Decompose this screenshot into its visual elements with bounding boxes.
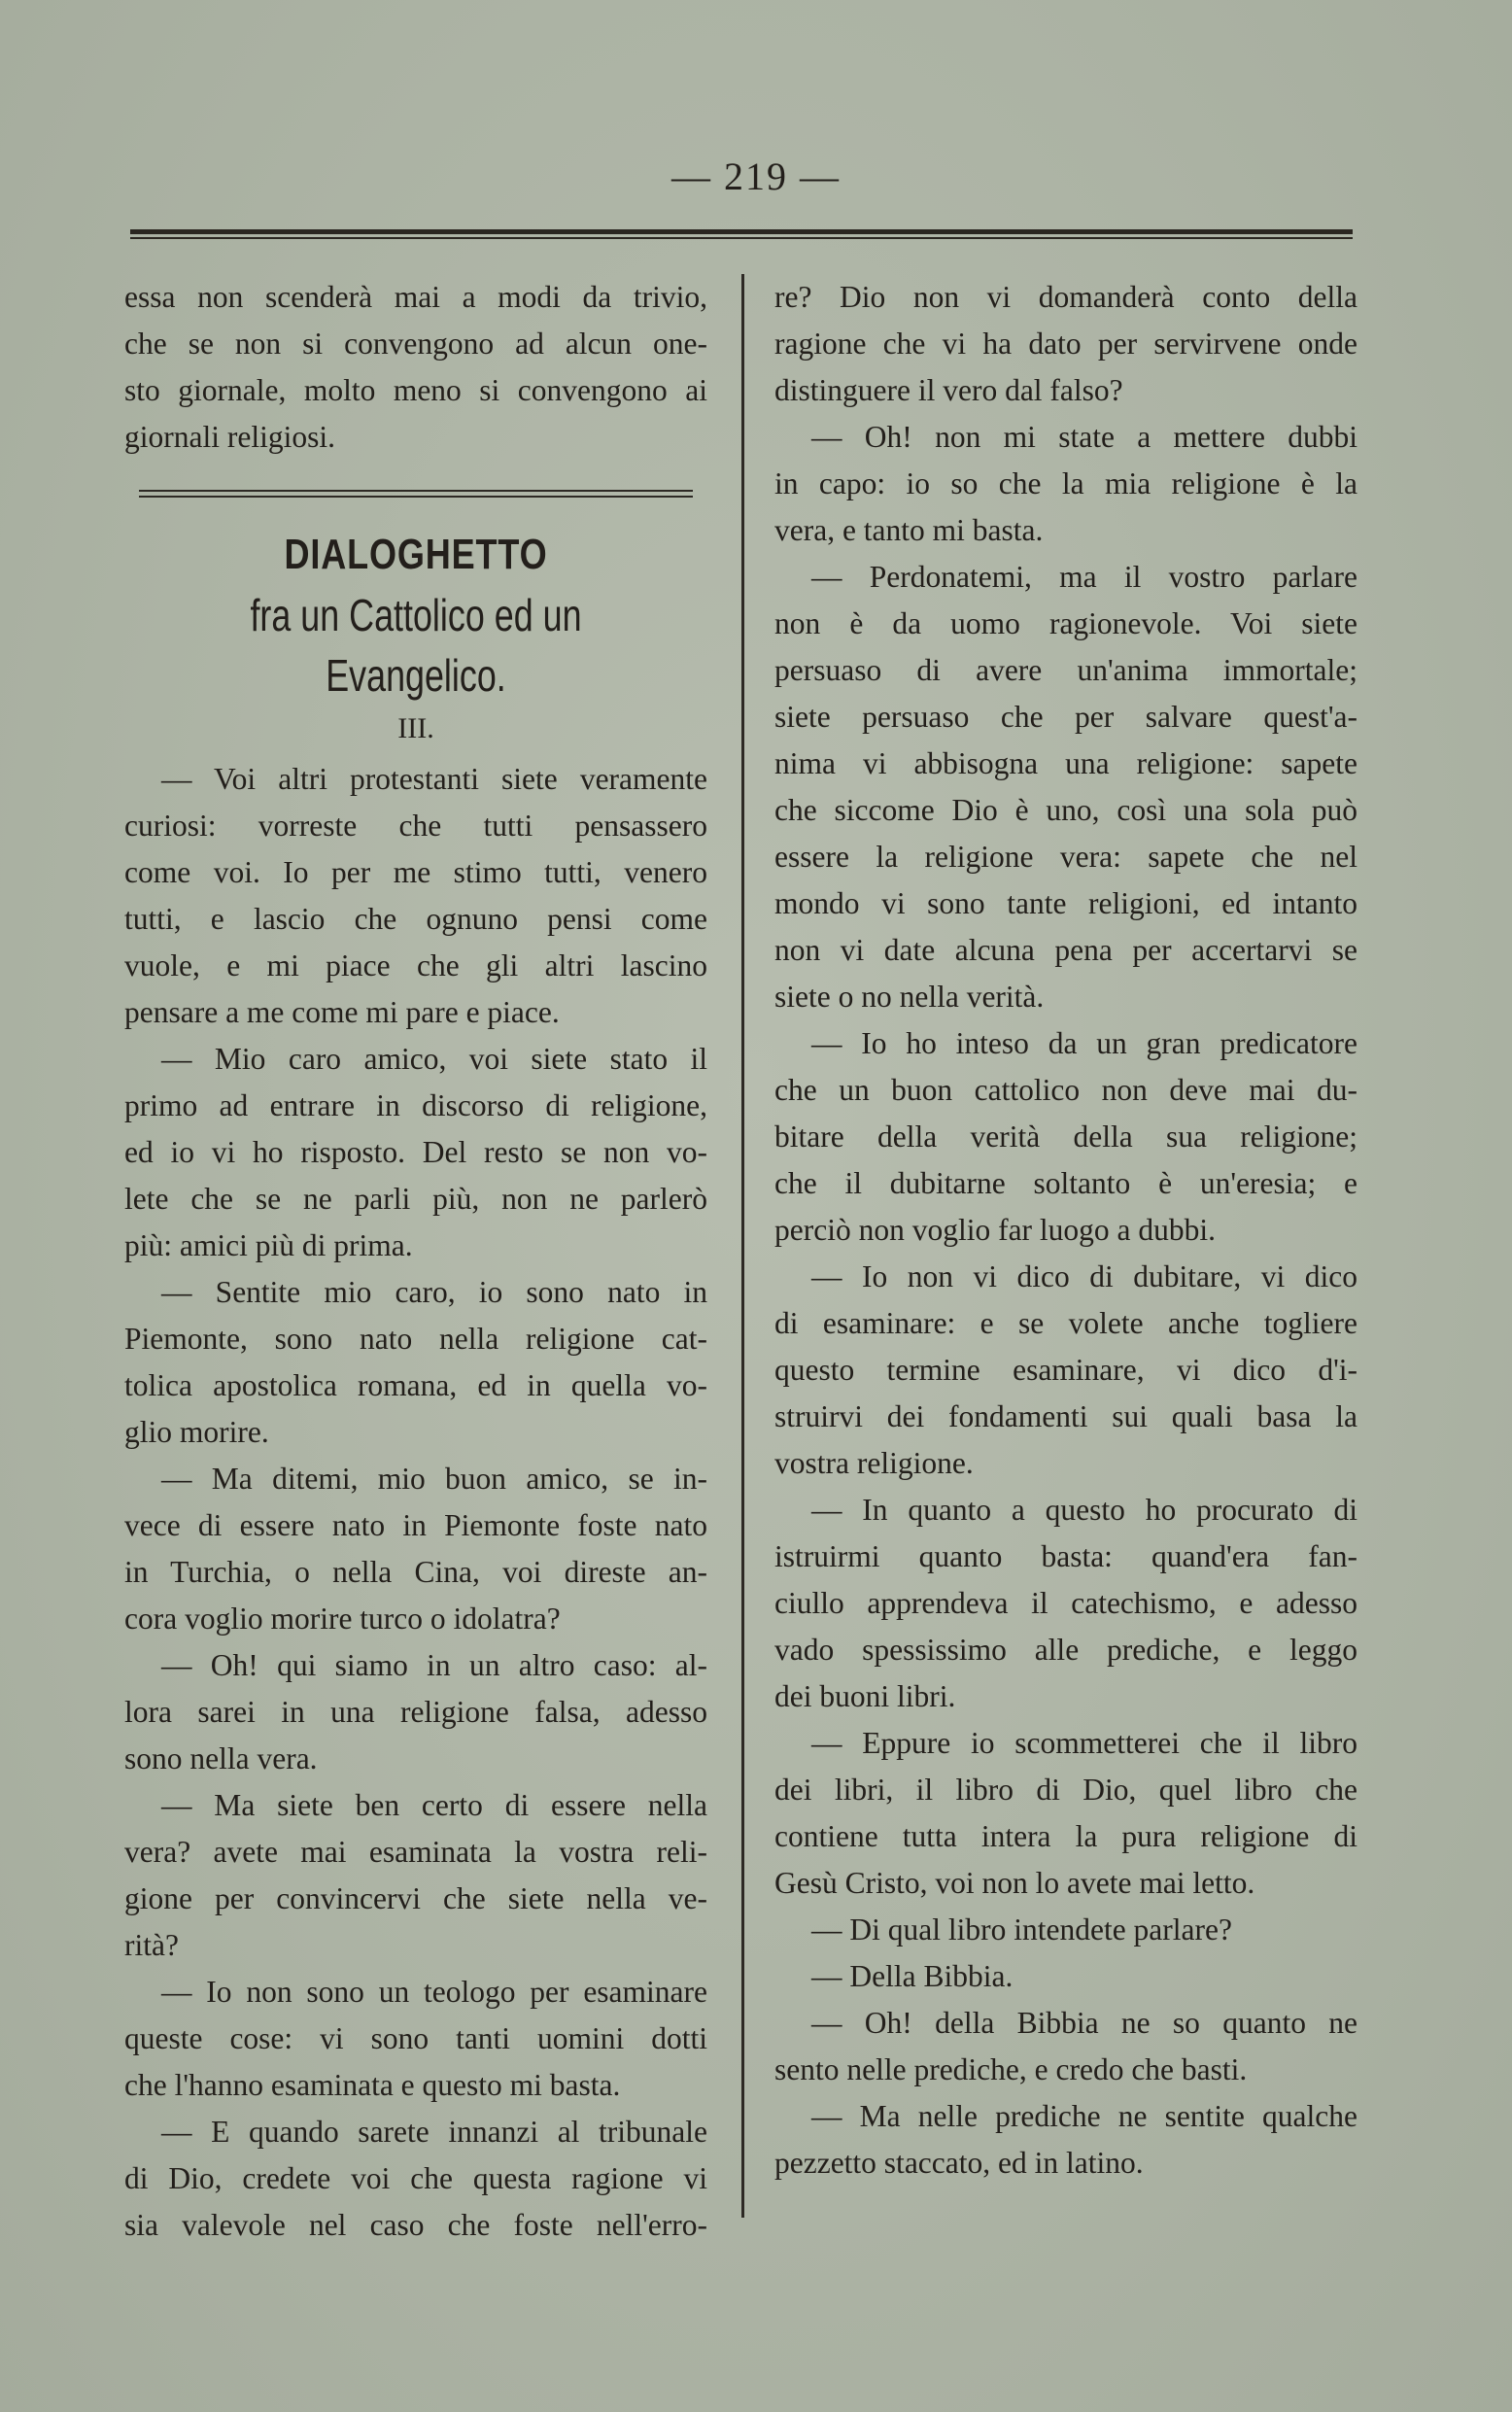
text-line: pensare a me come mi pare e piace. [124, 995, 560, 1029]
text-line: di esaminare: e se volete anche togliere [774, 1306, 1357, 1340]
text-line: essa non scenderà mai a modi da trivio, [124, 280, 707, 314]
text-line: pezzetto staccato, ed in latino. [774, 2146, 1144, 2180]
text-line: sento nelle prediche, e credo che basti. [774, 2052, 1248, 2086]
left-column [124, 274, 707, 2249]
text-line: che siccome Dio è uno, così una sola può [774, 793, 1357, 827]
text-line: nima vi abbisogna una religione: sapete [774, 746, 1357, 780]
text-line: — Mio caro amico, voi siete stato il [161, 1042, 707, 1076]
text-line: re? Dio non vi domanderà conto della [774, 280, 1357, 314]
text-line: — Io non sono un teologo per esaminare [161, 1975, 707, 2009]
text-line: — Io ho inteso da un gran predicatore [811, 1026, 1357, 1060]
column-divider [741, 274, 744, 2218]
text-line: queste cose: vi sono tanti uomini dotti [124, 2021, 707, 2055]
text-line: persuaso di avere un'anima immortale; [774, 653, 1357, 687]
text-line: che se non si convengono ad alcun one- [124, 327, 707, 361]
text-line: giornali religiosi. [124, 420, 335, 454]
text-line: — Sentite mio caro, io sono nato in [161, 1275, 707, 1309]
text-line: vera? avete mai esaminata la vostra reli- [124, 1835, 707, 1869]
text-line: lora sarei in una religione falsa, adesso [124, 1695, 707, 1729]
text-line: rità? [124, 1928, 179, 1962]
header-double-rule [130, 229, 1353, 239]
text-line: più: amici più di prima. [124, 1228, 413, 1262]
text-line: in Turchia, o nella Cina, voi direste an- [124, 1555, 707, 1589]
text-line: vera, e tanto mi basta. [774, 513, 1044, 547]
text-line: — Perdonatemi, ma il vostro parlare [811, 560, 1357, 594]
text-line: che un buon cattolico non deve mai du- [774, 1073, 1357, 1107]
article-subtitle: fra un Cattolico ed un Evangelico. [250, 590, 582, 701]
text-line: — Eppure io scommetterei che il libro [811, 1726, 1357, 1760]
text-line: ragione che vi ha dato per servirvene onde [774, 327, 1357, 361]
text-line: vado spessissimo alle prediche, e leggo [774, 1633, 1357, 1667]
text-line: sono nella vera. [124, 1741, 318, 1775]
text-line: gione per convincervi che siete nella ve- [124, 1881, 707, 1915]
text-line: dei libri, il libro di Dio, quel libro che [774, 1773, 1357, 1807]
text-line: cora voglio morire turco o idolatra? [124, 1602, 561, 1636]
text-line: perciò non voglio far luogo a dubbi. [774, 1213, 1217, 1247]
text-line: — Della Bibbia. [811, 1959, 1014, 1993]
text-line: tutti, e lascio che ognuno pensi come [124, 902, 707, 936]
text-line: — Ma ditemi, mio buon amico, se in- [161, 1462, 707, 1496]
article-part-number: III. [397, 712, 434, 744]
text-line: primo ad entrare in discorso di religione, [124, 1088, 707, 1122]
text-line: vostra religione. [774, 1446, 974, 1480]
text-line: — E quando sarete innanzi al tribunale [161, 2115, 707, 2149]
text-line: contiene tutta intera la pura religione di [774, 1819, 1357, 1853]
text-line: Piemonte, sono nato nella religione cat- [124, 1322, 707, 1356]
text-line: vece di essere nato in Piemonte foste nato [124, 1508, 707, 1542]
text-line: non vi date alcuna pena per accertarvi se [774, 933, 1357, 967]
text-line: di Dio, credete voi che questa ragione vi [124, 2161, 707, 2195]
intro-paragraph [124, 274, 707, 461]
text-line: siete o no nella verità. [774, 980, 1045, 1014]
text-line: ciullo apprendeva il catechismo, e adesso [774, 1586, 1357, 1620]
text-line: vuole, e mi piace che gli altri lascino [124, 948, 707, 982]
text-line: — Oh! non mi state a mettere dubbi [811, 420, 1357, 454]
text-line: struirvi dei fondamenti sui quali basa la [774, 1399, 1357, 1433]
text-line: Gesù Cristo, voi non lo avete mai letto. [774, 1866, 1255, 1900]
text-line: curiosi: vorreste che tutti pensassero [124, 809, 707, 843]
text-line: tolica apostolica romana, ed in quella vo- [124, 1368, 707, 1402]
text-line: mondo vi sono tante religioni, ed intanto [774, 886, 1357, 920]
text-line: — Ma siete ben certo di essere nella [161, 1788, 707, 1822]
text-line: essere la religione vera: sapete che nel [774, 840, 1357, 874]
text-line: distinguere il vero dal falso? [774, 373, 1123, 407]
text-line: — Oh! della Bibbia ne so quanto ne [811, 2006, 1357, 2040]
section-separator [139, 490, 693, 498]
text-line: in capo: io so che la mia religione è la [774, 466, 1357, 500]
text-line: istruirmi quanto basta: quand'era fan- [774, 1539, 1357, 1573]
text-line: sto giornale, molto meno si convengono ai [124, 373, 707, 407]
right-column [774, 274, 1357, 2187]
text-line: sia valevole nel caso che foste nell'erro- [124, 2208, 707, 2242]
page-number: — 219 — [671, 155, 841, 198]
article-title: DIALOGHETTO [284, 531, 548, 578]
text-line: come voi. Io per me stimo tutti, venero [124, 855, 707, 889]
text-line: che l'hanno esaminata e questo mi basta. [124, 2068, 621, 2102]
text-line: siete persuaso che per salvare quest'a- [774, 700, 1357, 734]
text-line: che il dubitarne soltanto è un'eresia; e [774, 1166, 1357, 1200]
text-line: — Io non vi dico di dubitare, vi dico [811, 1259, 1357, 1293]
text-line: ed io vi ho risposto. Del resto se non vo- [124, 1135, 707, 1169]
text-line: — Oh! qui siamo in un altro caso: al- [161, 1648, 707, 1682]
text-line: dei buoni libri. [774, 1679, 956, 1713]
text-line: — In quanto a questo ho procurato di [811, 1493, 1357, 1527]
text-line: non è da uomo ragionevole. Voi siete [774, 606, 1357, 640]
text-line: — Di qual libro intendete parlare? [811, 1912, 1232, 1947]
text-line: lete che se ne parli più, non ne parlerò [124, 1182, 707, 1216]
text-line: glio morire. [124, 1415, 269, 1449]
text-line: — Ma nelle prediche ne sentite qualche [811, 2099, 1357, 2133]
text-line: bitare della verità della sua religione; [774, 1120, 1357, 1154]
text-line: — Voi altri protestanti siete veramente [161, 762, 707, 796]
dialogue-text [124, 756, 707, 2249]
text-line: questo termine esaminare, vi dico d'i- [774, 1353, 1357, 1387]
